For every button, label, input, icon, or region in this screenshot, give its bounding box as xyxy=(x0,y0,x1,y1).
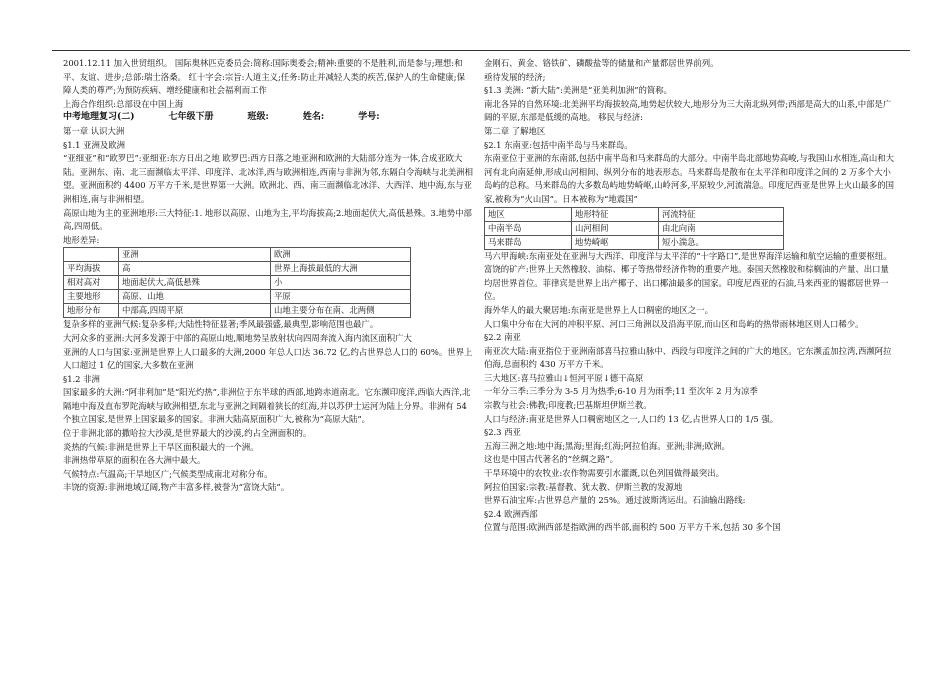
section-title: §2.2 南亚 xyxy=(484,332,521,343)
table-header-row xyxy=(485,207,784,221)
section-title: §1.1 亚洲及欧洲 xyxy=(63,139,126,150)
left-column xyxy=(63,57,473,495)
heading-grade: 七年级下册 xyxy=(168,112,214,123)
text-line: 高原山地为主的亚洲地形:三大特征:1. 地形以高原、山地为主,平均海拔高;2.地面起伏大,高低悬殊。3.地势中部高,四周低。 xyxy=(63,207,472,232)
heading-number: 学号: xyxy=(358,112,380,123)
text-line: 三大地区:喜马拉雅山↓恒河平原↓德干高原 xyxy=(484,372,644,383)
table-cell: 中部高,四周平原 xyxy=(119,304,271,318)
table-cell: 地面起伏大,高低悬殊 xyxy=(119,276,271,290)
table-cell: 欧洲 xyxy=(271,248,411,262)
table-cell: 地区 xyxy=(485,207,572,221)
table-cell: 世界上海拔最低的大洲 xyxy=(271,262,411,276)
heading-title: 中考地理复习(二) xyxy=(63,112,135,123)
table-cell xyxy=(64,248,119,262)
text-line: 马六甲海峡:东南亚处在亚洲与大西洋、印度洋与太平洋的“十字路口”,是世界海洋运输和航空运输的重要枢纽。 xyxy=(484,250,892,261)
text-line: 世界石油宝库:占世界总产量的 25%。通过波斯湾运出。石油输出路线: xyxy=(484,495,746,506)
text-line: 干旱环境中的农牧业:农作物需要引水灌溉,以色列国做得最突出。 xyxy=(484,468,724,479)
text-line: 炎热的气候:非洲是世界上干旱区面积最大的一个洲。 xyxy=(63,441,259,452)
table-cell: 地形特征 xyxy=(572,207,659,221)
table-cell: 中南半岛 xyxy=(485,221,572,235)
text-line: “亚细亚”和“欧罗巴”:亚细亚:东方日出之地 欧罗巴:西方日落之地亚洲和欧洲的大陆部分连为一体,合成亚欧大陆。亚洲东、南、北三面濒临太平洋、印度洋、北冰洋,西与欧洲相连,西南与非洲为邻,东隔白令海峡与北美洲相望。亚洲面积约 4400 万平方千米,是世界第一大洲。欧洲北、西、南三面濒临北冰洋、大西洋、地中海,东与亚洲相连,南与非洲相望。 xyxy=(63,153,473,204)
table-row xyxy=(64,304,411,318)
table-row xyxy=(485,235,784,249)
text-line: 气候特点:气温高;干旱地区广;气候类型成南北对称分布。 xyxy=(63,468,273,479)
section-title: §1.3 美洲: “新大陆”:美洲是“亚美利加洲”的简称。 xyxy=(484,85,672,96)
text-line: 金刚石、黄金、铬铁矿、磷酸盐等的储量和产量都居世界前列。 xyxy=(484,58,719,68)
chapter-title: 第二章 了解地区 xyxy=(484,125,546,136)
table-cell: 亚洲 xyxy=(119,248,271,262)
table-cell: 短小湍急。 xyxy=(659,235,784,249)
section-title: §2.1 东南亚:包括中南半岛与马来群岛。 xyxy=(484,139,633,150)
terrain-comparison-table xyxy=(63,247,411,318)
table-cell: 相对高对 xyxy=(64,276,119,290)
table-cell: 地形分布 xyxy=(64,304,119,318)
table-cell: 山地主要分布在南、北两侧 xyxy=(271,304,411,318)
text-line: 宗教与社会:佛教;印度教;巴基斯坦伊斯兰教。 xyxy=(484,400,652,411)
top-rule xyxy=(52,50,910,51)
table-cell: 河流特征 xyxy=(659,207,784,221)
text-line: 五海三洲之地:地中海;黑海;里海;红海;阿拉伯海。亚洲;非洲;欧洲。 xyxy=(484,440,730,451)
text-line: 复杂多样的亚洲气候:复杂多样;大陆性特征显著;季风最强盛,最典型,影响范围也最广。 xyxy=(63,319,379,330)
table-cell: 山河相间 xyxy=(572,221,659,235)
table-row xyxy=(64,290,411,304)
text-line: 阿拉伯国家:宗教:基督教、犹太教、伊斯兰教的发源地 xyxy=(484,481,683,492)
table-cell: 地势崎岖 xyxy=(572,235,659,249)
table-row xyxy=(485,221,784,235)
table-cell: 平原 xyxy=(271,290,411,304)
text-line: 亚洲的人口与国家:亚洲是世界上人口最多的大洲,2000 年总人口达 36.72 亿,约占世界总人口的 60%。世界上人口超过 1 亿的国家,大多数在亚洲 xyxy=(63,346,473,371)
text-line: 人口与经济:南亚是世界人口稠密地区之一,人口约 13 亿,占世界人口的 1/5 强。 xyxy=(484,413,779,424)
table-row xyxy=(64,276,411,290)
section-title: §2.4 欧洲西部 xyxy=(484,508,538,519)
text-line: 人口集中分布在大河的冲积平原、河口三角洲以及沿海平原,而山区和岛屿的热带雨林地区则人口稀少。 xyxy=(484,318,864,329)
review-heading xyxy=(63,111,473,125)
text-line: 南北各异的自然环境:北美洲平均海拔较高,地势起伏较大,地形分为三大南北纵列带;西部是高大的山系,中部是广阔的平原,东部是低缓的高地。 移民与经济: xyxy=(484,98,892,123)
text-line: 东南亚位于亚洲的东南部,包括中南半岛和马来群岛的大部分。中南半岛北部地势高峻,与我国山水相连,高山和大河有北向南延伸,形成山河相间、纵列分布的地表形态。马来群岛是散布在太平洋和印度洋之间的 2 万多个大小岛屿的总称。马来群岛的大多数岛屿地势崎岖,山岭河多,平原较少,河流湍急。印度尼西亚是世界上火山最多的国家,被称为“火山国”。日本被称为“地震国” xyxy=(484,153,894,204)
text-line: 亟待发展的经济; xyxy=(484,71,546,82)
text-line: 位于非洲北部的撒哈拉大沙漠,是世界最大的沙漠,约占全洲面积的。 xyxy=(63,428,312,439)
text-line: 这也是中国古代著名的“丝绸之路”。 xyxy=(484,454,619,465)
table-cell: 小 xyxy=(271,276,411,290)
text-line: 大河众多的亚洲:大河多发源于中部的高原山地,顺地势呈放射状向四周奔流入海内流区面积广大 xyxy=(63,332,412,343)
text-line: 上海合作组织:总部设在中国上海 xyxy=(63,98,184,109)
table-header-row xyxy=(64,248,411,262)
text-line: 南亚次大陆:南亚指位于亚洲南部喜马拉雅山脉中、西段与印度洋之间的广大的地区。它东濒孟加拉湾,西濒阿拉伯海,总面积约 430 万平方千米。 xyxy=(484,345,892,370)
table-row xyxy=(64,262,411,276)
table-cell: 平均海拔 xyxy=(64,262,119,276)
text-line: 非洲热带草原的面积在各大洲中最大。 xyxy=(63,455,206,466)
text-line: 一年分三季:三季分为 3-5 月为热季;6-10 月为雨季;11 至次年 2 月为凉季 xyxy=(484,386,758,397)
table-cell: 马来群岛 xyxy=(485,235,572,249)
heading-name: 姓名: xyxy=(302,112,325,123)
table-cell: 由北向南 xyxy=(659,221,784,235)
heading-class: 班级: xyxy=(247,112,269,123)
text-line: 海外华人的最大聚居地:东南亚是世界上人口稠密的地区之一。 xyxy=(484,304,713,315)
text-line: 2001.12.11 加入世贸组织。 国际奥林匹克委员会:简称:国际奥委会;精神:重要的不是胜利,而是参与;理想:和平、友谊、进步;总部:瑞士洛桑。 红十字会:宗旨:人道主义;任务:防止并减轻人类的疾苦,保护人的生命健康;保障人类的尊严;为预防疾病、增经健康和社会福利而工作 xyxy=(63,58,465,96)
southeast-asia-table xyxy=(484,207,784,250)
right-column xyxy=(484,57,894,535)
text-line: 位置与范围:欧洲西部是指欧洲的西半部,面积约 500 万平方千米,包括 30 多个国 xyxy=(484,522,781,533)
text-line: 地形差异: xyxy=(63,234,100,245)
table-cell: 主要地形 xyxy=(64,290,119,304)
section-title: §2.3 西亚 xyxy=(484,427,521,438)
chapter-title: 第一章 认识大洲 xyxy=(63,125,125,136)
table-cell: 高原、山地 xyxy=(119,290,271,304)
text-line: 国家最多的大洲:“阿非利加”是“阳光灼热”,非洲位于东半球的西部,地跨赤道南北。它东濒印度洋,西临大西洋,北隔地中海及直布罗陀海峡与欧洲相望,东北与亚洲之间隔着狭长的红海,并以苏伊士运河为陆上分界。非洲有 54 个独立国家,是世界上国家最多的国家。非洲大陆高原面积广大,被称为“高原大陆”。 xyxy=(63,387,471,425)
text-line: 富饶的矿产:世界上天然橡胶、油棕、椰子等热带经济作物的重要产地。泰国天然橡胶和棕榈油的产量、出口量均居世界首位。菲律宾是世界上出产椰子、出口椰油最多的国家。印度尼西亚的石油,马来西亚的锡都居世界一位。 xyxy=(484,264,889,302)
text-line: 丰饶的资源:非洲地域辽阔,物产丰富多样,被誉为“富饶大陆”。 xyxy=(63,482,290,493)
table-cell: 高 xyxy=(119,262,271,276)
section-title: §1.2 非洲 xyxy=(63,373,100,384)
